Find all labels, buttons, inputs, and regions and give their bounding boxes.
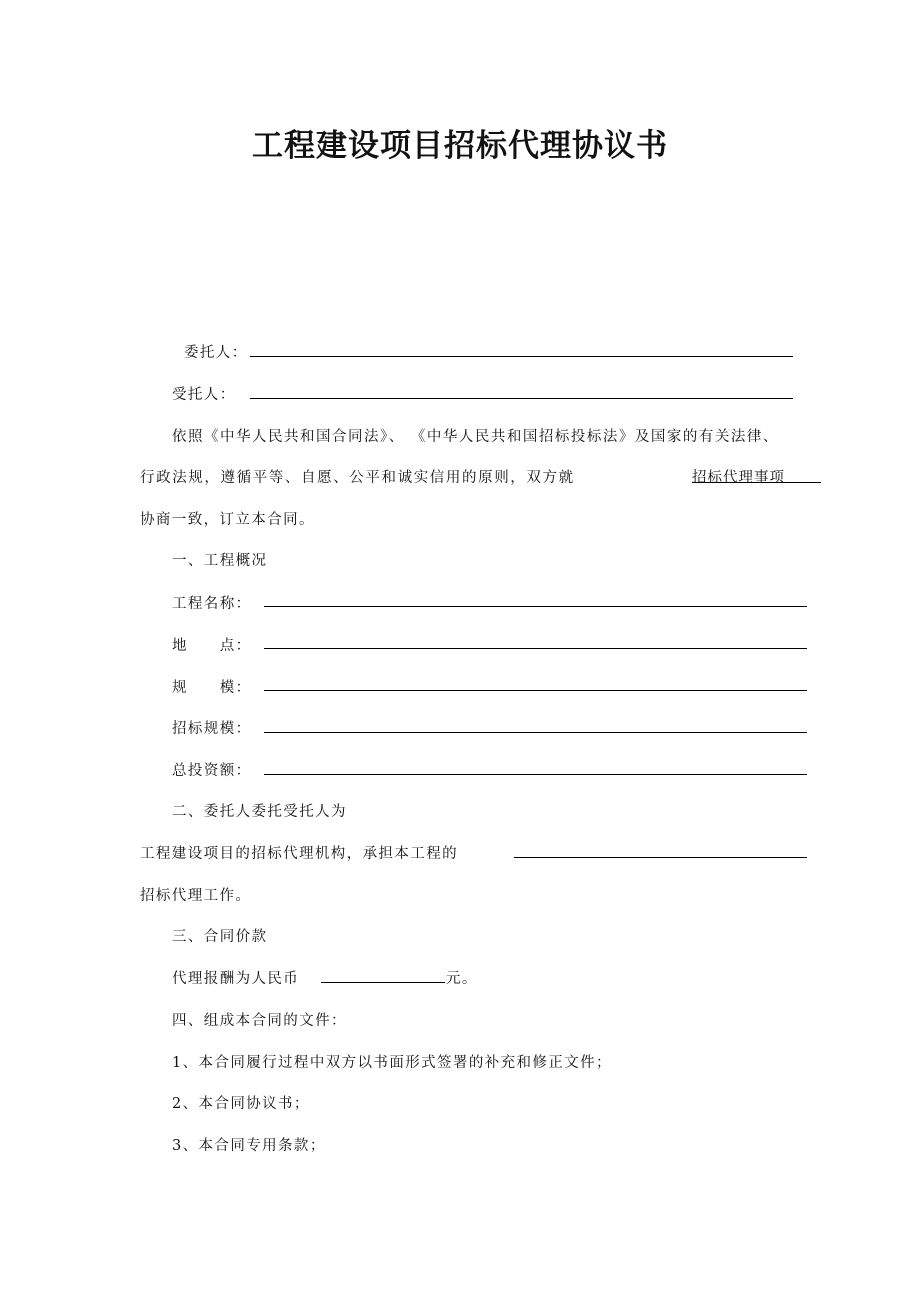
intro-line-1: 依照《中华人民共和国合同法》、 《中华人民共和国招标投标法》及国家的有关法律、 <box>172 429 779 445</box>
field-label-tender-scale: 招标规模： <box>172 721 252 737</box>
project-scope-blank[interactable] <box>514 857 807 858</box>
fee-prefix: 代理报酬为人民币 <box>172 971 300 987</box>
intro-line-2: 行政法规，遵循平等、自愿、公平和诚实信用的原则，双方就 <box>140 470 575 486</box>
fee-suffix: 元。 <box>446 971 478 987</box>
field-label-project-name: 工程名称： <box>172 596 252 612</box>
scale-blank[interactable] <box>264 690 807 691</box>
agent-label: 受托人： <box>172 387 236 403</box>
section4-item-3: 3、本合同专用条款； <box>172 1138 326 1154</box>
document-title: 工程建设项目招标代理协议书 <box>252 128 668 164</box>
section2-line-2: 招标代理工作。 <box>140 888 252 904</box>
principal-blank[interactable] <box>250 356 793 357</box>
section3-heading: 三、合同价款 <box>172 929 268 945</box>
project-name-blank[interactable] <box>264 606 807 607</box>
field-label-scale: 规 模： <box>172 680 252 696</box>
section2-line-1: 工程建设项目的招标代理机构，承担本工程的 <box>140 846 458 862</box>
section1-heading: 一、工程概况 <box>172 553 268 569</box>
total-investment-blank[interactable] <box>264 774 807 775</box>
section4-item-2: 2、本合同协议书； <box>172 1096 310 1112</box>
location-blank[interactable] <box>264 648 807 649</box>
section2-heading: 二、委托人委托受托人为 <box>172 804 347 820</box>
intro-line-3: 协商一致，订立本合同。 <box>140 512 315 528</box>
tender-scale-blank[interactable] <box>264 732 807 733</box>
matter-text: 招标代理事项 <box>692 470 785 486</box>
agent-blank[interactable] <box>250 398 793 399</box>
field-label-location: 地 点： <box>172 638 252 654</box>
section4-item-1: 1、本合同履行过程中双方以书面形式签署的补充和修正文件； <box>172 1055 612 1071</box>
fee-amount-blank[interactable] <box>321 982 445 983</box>
field-label-total-investment: 总投资额： <box>172 763 252 779</box>
section4-heading: 四、组成本合同的文件： <box>172 1013 347 1029</box>
principal-label: 委托人： <box>184 345 248 361</box>
